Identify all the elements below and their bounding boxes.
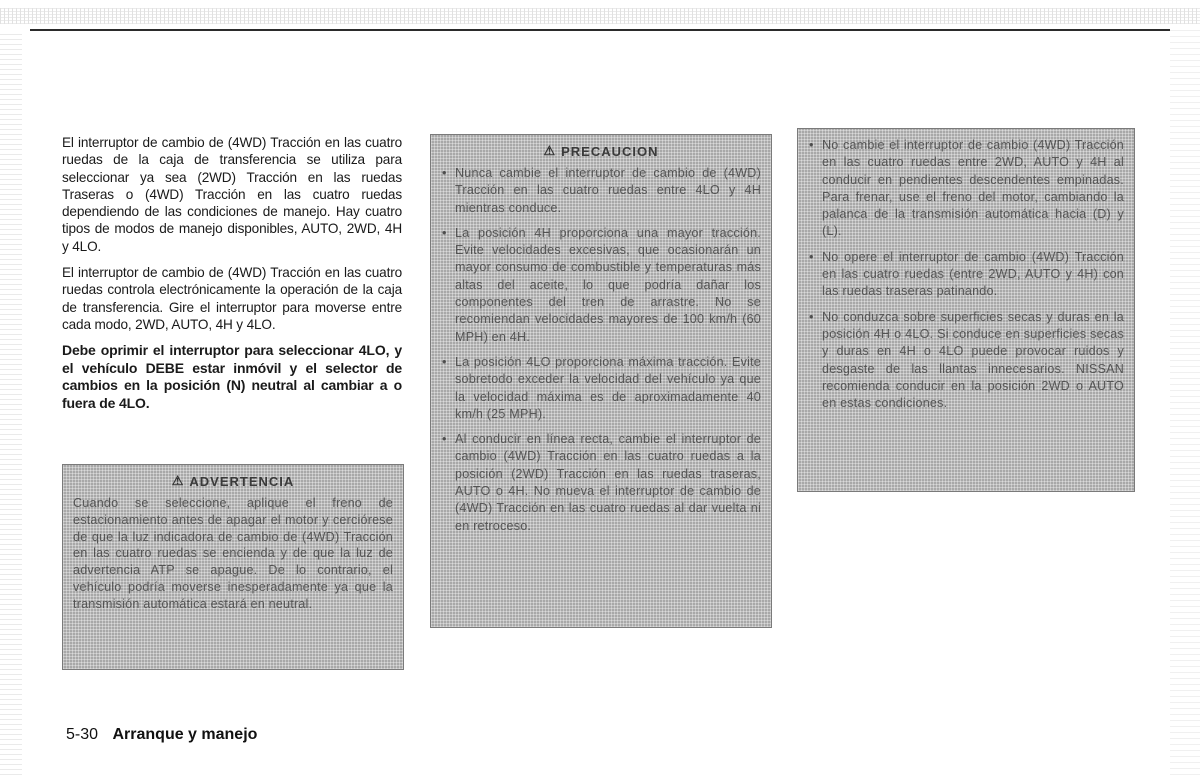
advertencia-box: [62, 464, 404, 670]
header-rule: [30, 29, 1170, 31]
paragraph-intro: El interruptor de cambio de (4WD) Tracción en las cuatro ruedas de la caja de transferencia se utiliza para seleccionar ya sea (2WD) Tracción en las ruedas Traseras o (4WD) Tracción en las cuatro ruedas dependiendo de las condiciones de manejo. Hay cuatro tipos de modos de manejo disponibles, AUTO, 2WD, 4H y 4LO.: [62, 135, 402, 254]
section-title: Arranque y manejo: [112, 726, 258, 743]
scan-noise-right: [1170, 30, 1200, 775]
precaucion-heading: [441, 143, 761, 159]
precaucion-continued-list: [808, 137, 1124, 412]
scan-noise-left: [0, 30, 22, 775]
warning-triangle-icon: ⚠: [543, 143, 557, 158]
list-item: • No opere el interruptor de cambio (4WD) Tracción en las cuatro ruedas (entre 2WD, AUTO y 4H) con las ruedas traseras patinando.: [808, 249, 1124, 301]
warning-triangle-icon: ⚠: [171, 473, 185, 488]
list-item: • Nunca cambie el interruptor de cambio de (4WD) Tracción en las cuatro ruedas entre 4LO y 4H mientras conduce.: [441, 165, 761, 217]
list-item: • La posición 4LO proporciona máxima tracción. Evite sobretodo exceder la velocidad del vehículo ya que la velocidad máxima es de aproximadamente 40 km/h (25 MPH).: [441, 354, 761, 423]
list-item: • No conduzca sobre superficies secas y duras en la posición 4H o 4LO. Si conduce en superficies secas y duras en 4H o 4LO puede provocar ruidos y desgaste de las llantas innecesarios. NISSAN recomienda conducir en la posición 2WD o AUTO en estas condiciones.: [808, 309, 1124, 413]
list-item: • La posición 4H proporciona una mayor tracción. Evite velocidades excesivas, que ocasionarán un mayor consumo de combustible y temperaturas más altas del aceite, lo que podría dañar los componentes del tren de arrastre. No se recomiendan velocidades mayores de 100 km/h (60 MPH) en 4H.: [441, 225, 761, 346]
paragraph-important: Debe oprimir el interruptor para seleccionar 4LO, y el vehículo DEBE estar inmóvil y el selector de cambios en la posición (N) neutral al cambiar a o fuera de 4LO.: [62, 342, 402, 412]
page-footer: [66, 726, 257, 744]
precaucion-continued-box: [797, 128, 1135, 492]
list-item: • No cambie el interruptor de cambio (4WD) Tracción en las cuatro ruedas entre 2WD, AUTO y 4H al conducir en pendientes descendentes empinadas. Para frenar, use el freno del motor, cambiando la palanca de la transmisión automática hacia (D) y (L).: [808, 137, 1124, 241]
advertencia-text: Cuando se seleccione, aplique el freno de estacionamiento antes de apagar el motor y cerciórese de que la luz indicadora de cambio de (4WD) Tracción en las cuatro ruedas se encienda y de que la luz de advertencia ATP se apague. De lo contrario, el vehículo podría moverse inesperadamente ya que la transmisión automática estará en neutral.: [73, 496, 393, 611]
list-item: • Al conducir en línea recta, cambie el interruptor de cambio (4WD) Tracción en las cuatro ruedas a la posición (2WD) Tracción en las ruedas traseras, AUTO o 4H. No mueva el interruptor de cambio de (4WD) Tracción en las cuatro ruedas al dar vuelta ni en retroceso.: [441, 431, 761, 535]
precaucion-title: PRECAUCION: [561, 143, 659, 159]
advertencia-heading: [73, 473, 393, 489]
precaucion-list: [441, 165, 761, 535]
text-column: [62, 134, 402, 422]
page-number: 5-30: [66, 726, 99, 743]
paragraph-control: El interruptor de cambio de (4WD) Tracción en las cuatro ruedas controla electrónicamente la operación de la caja de transferencia. Gire el interruptor para moverse entre cada modo, 2WD, AUTO, 4H y 4LO.: [62, 265, 402, 332]
advertencia-title: ADVERTENCIA: [189, 473, 295, 489]
precaucion-box: [430, 134, 772, 628]
scan-noise-top: [0, 8, 1200, 24]
